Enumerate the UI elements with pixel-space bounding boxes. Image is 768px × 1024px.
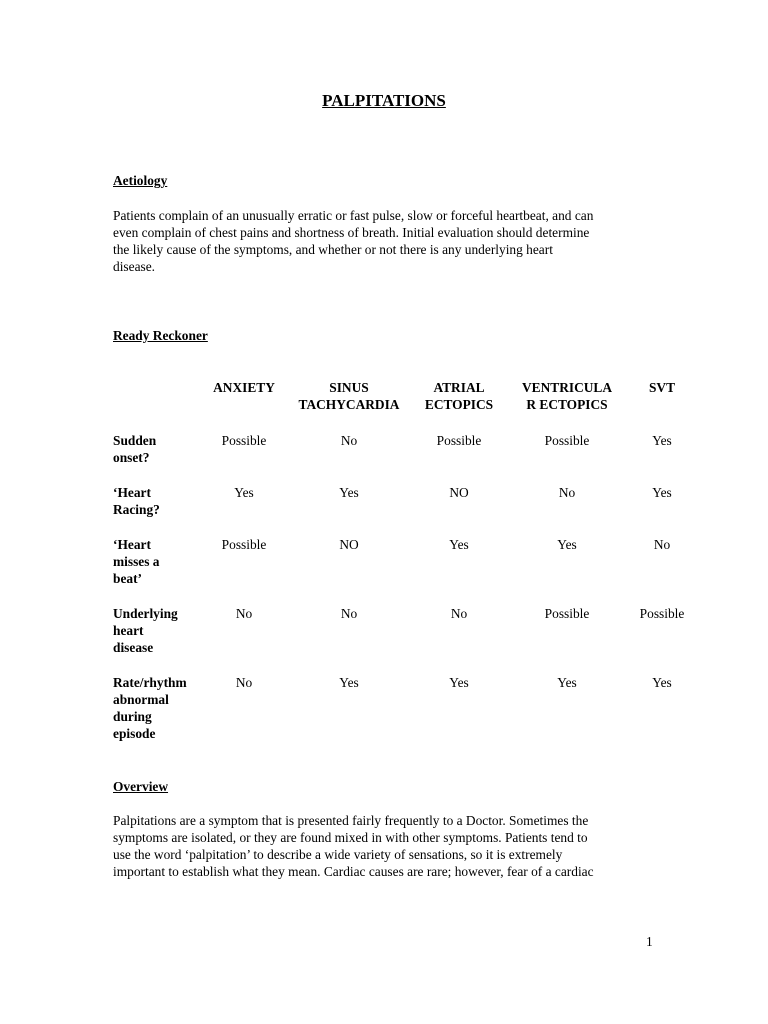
overview-paragraph <box>113 812 655 880</box>
table-cell: Yes <box>449 537 469 552</box>
page-title: PALPITATIONS <box>322 91 446 110</box>
overview-line: use the word ‘palpitation’ to describe a wide variety of sensations, so it is extremely <box>113 847 563 862</box>
table-cell: Possible <box>544 606 590 621</box>
row-label: ‘Heart Racing? <box>113 485 160 517</box>
aetiology-line: even complain of chest pains and shortness of breath. Initial evaluation should determine <box>113 225 590 240</box>
aetiology-line: disease. <box>113 259 156 274</box>
table-cell: Possible <box>221 537 267 552</box>
table-cell: Yes <box>557 675 577 690</box>
row-label: Sudden onset? <box>113 433 157 465</box>
aetiology-line: the likely cause of the symptoms, and whether or not there is any underlying heart <box>113 242 553 257</box>
reckoner-heading: Ready Reckoner <box>113 328 208 343</box>
table-cell: Possible <box>544 433 590 448</box>
aetiology-line: Patients complain of an unusually erratic or fast pulse, slow or forceful heartbeat, and can <box>113 208 594 223</box>
aetiology-paragraph <box>113 207 655 275</box>
page-number: 1 <box>646 934 653 949</box>
table-cell: Yes <box>339 485 359 500</box>
table-cell: No <box>450 606 468 621</box>
table-cell: Yes <box>652 485 672 500</box>
table-cell: NO <box>339 537 359 552</box>
column-header-atrial-ectopics: ATRIAL ECTOPICS <box>424 380 494 412</box>
table-cell: Yes <box>234 485 254 500</box>
table-cell: Possible <box>639 606 685 621</box>
table-cell: Possible <box>436 433 482 448</box>
column-header-anxiety: ANXIETY <box>213 380 275 395</box>
table-cell: No <box>235 606 253 621</box>
column-header-ventricular-ectopics: VENTRICULA R ECTOPICS <box>521 380 613 412</box>
table-cell: Yes <box>652 433 672 448</box>
overview-heading: Overview <box>113 779 169 794</box>
table-cell: Yes <box>449 675 469 690</box>
row-label: Underlying heart disease <box>113 606 178 655</box>
table-cell: Yes <box>557 537 577 552</box>
table-cell: No <box>558 485 576 500</box>
overview-line: Palpitations are a symptom that is presented fairly frequently to a Doctor. Sometimes the <box>113 813 589 828</box>
table-cell: NO <box>449 485 469 500</box>
column-header-svt: SVT <box>648 380 676 395</box>
table-cell: Yes <box>339 675 359 690</box>
overview-line: important to establish what they mean. Cardiac causes are rare; however, fear of a cardiac <box>113 864 594 879</box>
table-cell: No <box>235 675 253 690</box>
table-cell: No <box>653 537 671 552</box>
column-header-sinus-tachycardia: SINUS TACHYCARDIA <box>298 380 400 412</box>
row-label: Rate/rhythm abnormal during episode <box>113 675 187 741</box>
table-cell: Possible <box>221 433 267 448</box>
table-cell: Yes <box>652 675 672 690</box>
table-cell: No <box>340 606 358 621</box>
overview-line: symptoms are isolated, or they are found mixed in with other symptoms. Patients tend to <box>113 830 588 845</box>
aetiology-heading: Aetiology <box>113 173 168 188</box>
table-cell: No <box>340 433 358 448</box>
row-label: ‘Heart misses a beat’ <box>113 537 160 586</box>
